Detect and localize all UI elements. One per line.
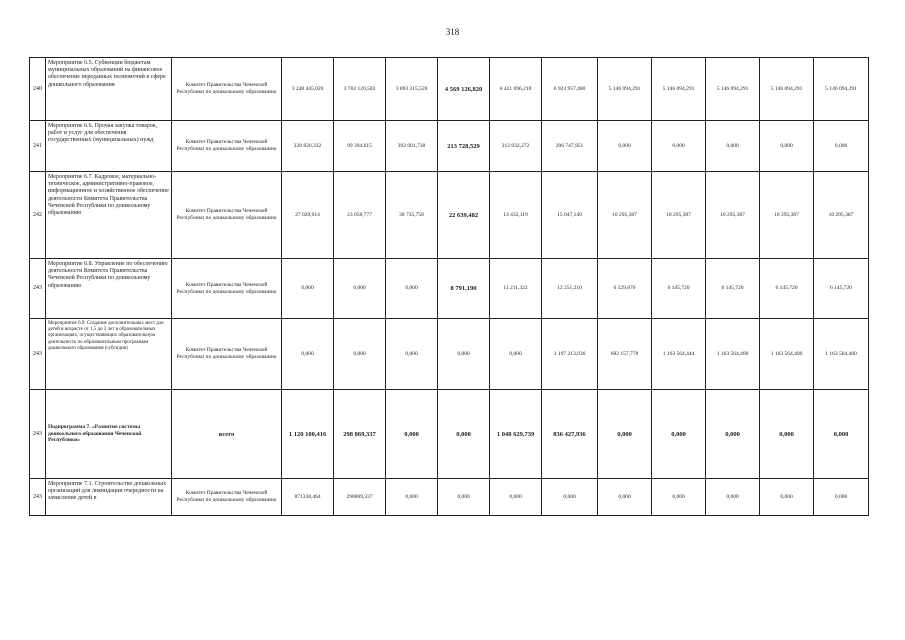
value-cell: 206 747,951 <box>542 121 598 172</box>
value-cell: 6 145,720 <box>706 259 760 319</box>
value-cell: 6 145,720 <box>814 259 869 319</box>
value-cell: 5 146 094,291 <box>760 58 814 121</box>
value-cell: 3 702 120,583 <box>334 58 386 121</box>
value-cell: 38 735,758 <box>386 172 438 259</box>
value-cell: 0,000 <box>598 390 652 479</box>
row-number: 240 <box>30 58 46 121</box>
value-cell: 5 146 094,291 <box>814 58 869 121</box>
executor-cell: Комитет Правительства Чеченской Республики по дошкольному образованию <box>172 479 282 516</box>
table-row <box>30 390 869 479</box>
value-cell: 0,000 <box>490 319 542 390</box>
value-cell: 0,000 <box>334 259 386 319</box>
value-cell: 11 211,322 <box>490 259 542 319</box>
value-cell: 6 145,720 <box>760 259 814 319</box>
value-cell: 4 569 126,820 <box>438 58 490 121</box>
activity-name: Мероприятие 6.9. Создание дополнительных мест для детей в возрасте от 1,5 до 3 лет в образовательных организациях, осуществляющих образовательную деятельность по образовательным программам дошкольного образования (субсидия) <box>46 319 172 390</box>
value-cell: 1 163 564,400 <box>760 319 814 390</box>
value-cell: 0,000 <box>652 121 706 172</box>
value-cell: 5 146 094,291 <box>598 58 652 121</box>
value-cell: 12 251,210 <box>542 259 598 319</box>
value-cell: 0,000 <box>814 479 869 516</box>
value-cell: 298 869,337 <box>334 390 386 479</box>
executor-cell: Комитет Правительства Чеченской Республики по дошкольному образованию <box>172 172 282 259</box>
value-cell: 0,000 <box>814 121 869 172</box>
value-cell: 0,000 <box>334 319 386 390</box>
executor-cell: Комитет Правительства Чеченской Республики по дошкольному образованию <box>172 58 282 121</box>
row-number: 241 <box>30 121 46 172</box>
value-cell: 99 394,615 <box>334 121 386 172</box>
value-cell: 3 248 445,020 <box>282 58 334 121</box>
table-row <box>30 259 869 319</box>
value-cell: 10 295,387 <box>760 172 814 259</box>
value-cell: 0,000 <box>706 390 760 479</box>
value-cell: 212 032,272 <box>490 121 542 172</box>
row-number: 243 <box>30 259 46 319</box>
activity-name: Мероприятие 6.6. Прочая закупка товаров, работ и услуг для обеспечения государственных (муниципальных) нужд <box>46 121 172 172</box>
executor-cell: всего <box>172 390 282 479</box>
value-cell: 15 047,149 <box>542 172 598 259</box>
value-cell: 1 163 564,400 <box>814 319 869 390</box>
value-cell: 23 058,777 <box>334 172 386 259</box>
value-cell: 871338,464 <box>282 479 334 516</box>
value-cell: 0,000 <box>386 390 438 479</box>
value-cell: 836 427,936 <box>542 390 598 479</box>
value-cell: 213 728,529 <box>438 121 490 172</box>
executor-cell: Комитет Правительства Чеченской Республики по дошкольному образованию <box>172 121 282 172</box>
value-cell: 0,000 <box>282 319 334 390</box>
activity-name: Мероприятие 7.1. Строительство дошкольных организаций для ликвидации очередности на зачисление детей в <box>46 479 172 516</box>
value-cell: 0,000 <box>652 479 706 516</box>
table-row <box>30 319 869 390</box>
value-cell: 10 295,387 <box>652 172 706 259</box>
value-cell: 6 129,876 <box>598 259 652 319</box>
value-cell: 0,000 <box>706 479 760 516</box>
value-cell: 0,000 <box>386 319 438 390</box>
executor-cell: Комитет Правительства Чеченской Республики по дошкольному образованию <box>172 319 282 390</box>
value-cell: 0,000 <box>386 479 438 516</box>
table-row <box>30 172 869 259</box>
activity-name: Мероприятие 6.7. Кадровое, материально-техническое, административно-правовое, информационное и хозяйственное обеспечение деятельности Комитета Правительства Чеченской Республики по дошкольному образованию <box>46 172 172 259</box>
value-cell: 0,000 <box>542 479 598 516</box>
row-number: 243 <box>30 319 46 390</box>
value-cell: 6 923 957,480 <box>542 58 598 121</box>
page-number: 318 <box>445 27 460 37</box>
value-cell: 27 029,914 <box>282 172 334 259</box>
value-cell: 1 197 213,036 <box>542 319 598 390</box>
value-cell: 0,000 <box>386 259 438 319</box>
subprogram-name: Подпрограмма 7. «Развитие системы дошкольного образования Чеченской Республики» <box>46 390 172 479</box>
table-row <box>30 479 869 516</box>
row-number: 243 <box>30 479 46 516</box>
value-cell: 5 146 094,291 <box>706 58 760 121</box>
value-cell: 0,000 <box>760 121 814 172</box>
value-cell: 22 639,482 <box>438 172 490 259</box>
value-cell: 10 295,387 <box>814 172 869 259</box>
row-number: 242 <box>30 172 46 259</box>
value-cell: 6 145,720 <box>652 259 706 319</box>
value-cell: 0,000 <box>438 319 490 390</box>
value-cell: 1 048 629,739 <box>490 390 542 479</box>
activity-name: Мероприятие 6.5. Субвенции бюджетам муниципальных образований на финансовое обеспечение переданных полномочий в сфере дошкольного образования <box>46 58 172 121</box>
value-cell: 8 791,190 <box>438 259 490 319</box>
value-cell: 298869,337 <box>334 479 386 516</box>
value-cell: 0,000 <box>438 479 490 516</box>
value-cell: 0,000 <box>598 121 652 172</box>
value-cell: 0,000 <box>490 479 542 516</box>
value-cell: 0,000 <box>814 390 869 479</box>
table-row <box>30 121 869 172</box>
value-cell: 1 163 564,444 <box>652 319 706 390</box>
value-cell: 1 120 100,416 <box>282 390 334 479</box>
budget-table <box>29 57 869 516</box>
value-cell: 0,000 <box>438 390 490 479</box>
value-cell: 5 146 094,291 <box>652 58 706 121</box>
executor-cell: Комитет Правительства Чеченской Республики по дошкольному образованию <box>172 259 282 319</box>
table-row <box>30 58 869 121</box>
value-cell: 3 893 215,528 <box>386 58 438 121</box>
value-cell: 0,000 <box>282 259 334 319</box>
value-cell: 1 163 564,400 <box>706 319 760 390</box>
value-cell: 0,000 <box>598 479 652 516</box>
value-cell: 682 157,778 <box>598 319 652 390</box>
value-cell: 0,000 <box>652 390 706 479</box>
value-cell: 13 432,119 <box>490 172 542 259</box>
value-cell: 6 421 096,218 <box>490 58 542 121</box>
value-cell: 0,000 <box>760 479 814 516</box>
value-cell: 392 001,738 <box>386 121 438 172</box>
value-cell: 0,000 <box>760 390 814 479</box>
activity-name: Мероприятие 6.8. Управление по обеспечению деятельности Комитета Правительства Чеченской Республики по дошкольному образованию <box>46 259 172 319</box>
row-number: 243 <box>30 390 46 479</box>
value-cell: 228 820,332 <box>282 121 334 172</box>
value-cell: 10 295,387 <box>598 172 652 259</box>
value-cell: 10 295,387 <box>706 172 760 259</box>
value-cell: 0,000 <box>706 121 760 172</box>
